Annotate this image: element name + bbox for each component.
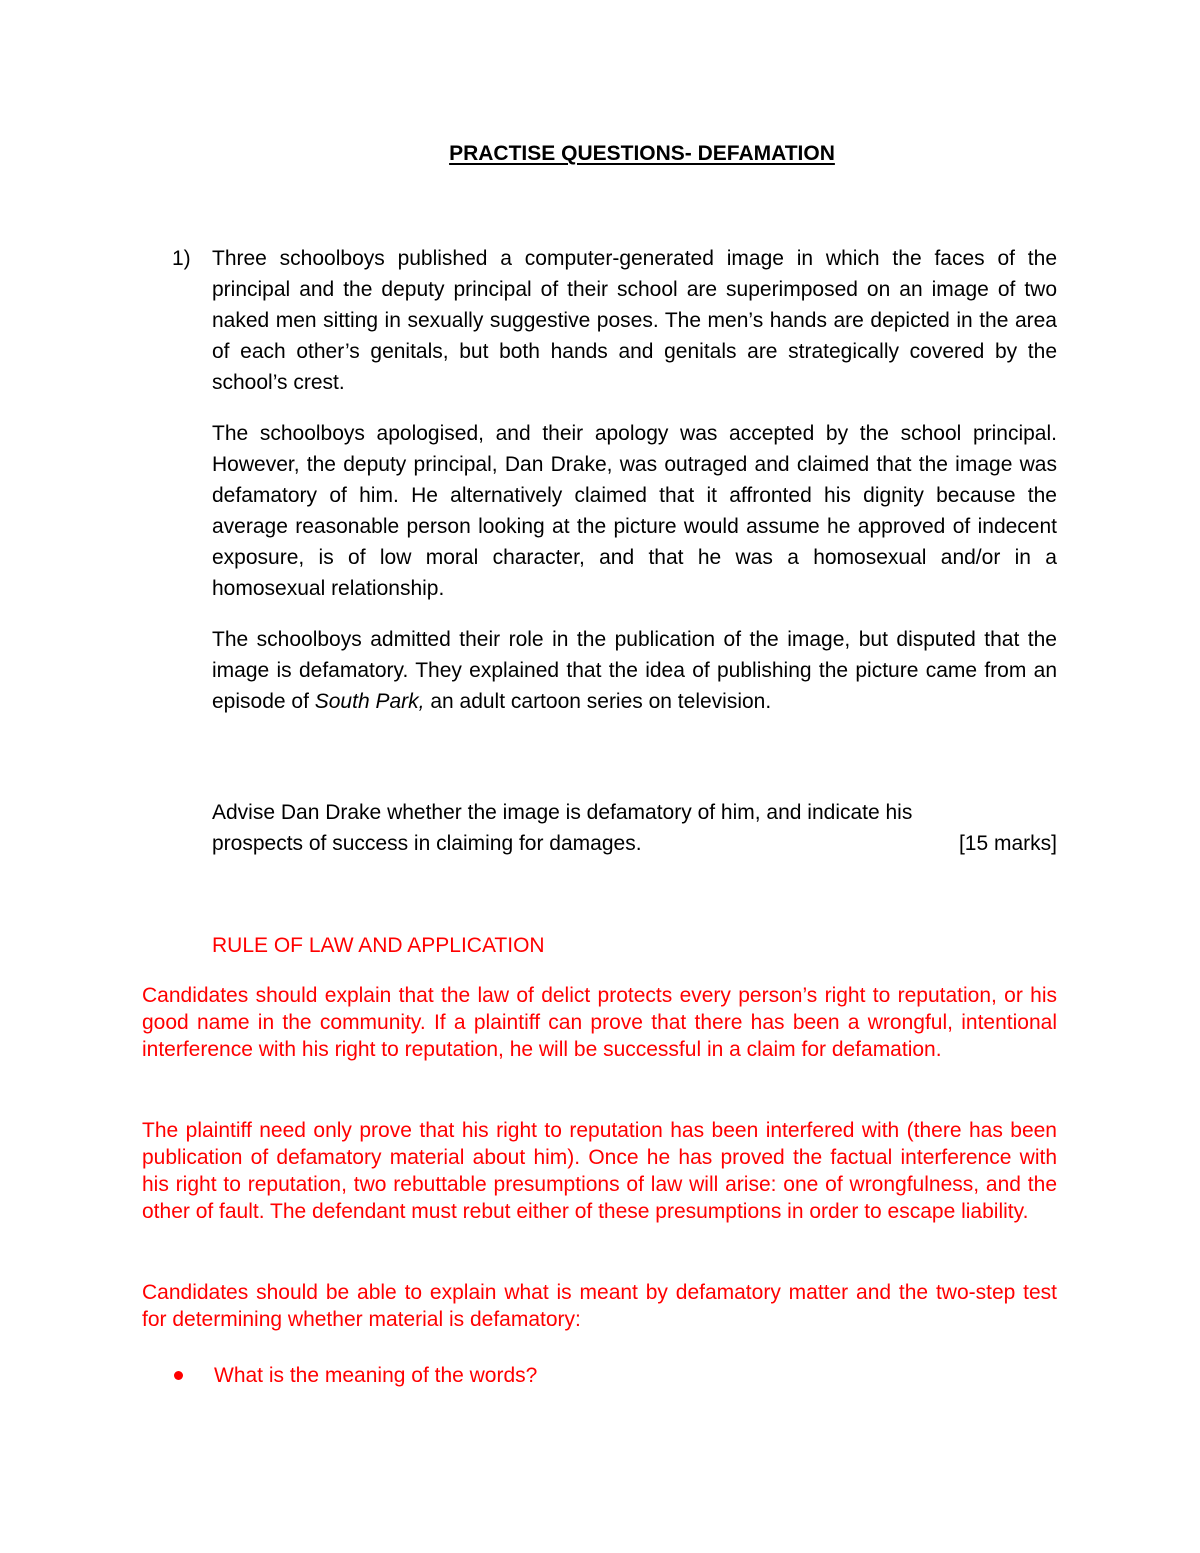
- bullet-icon: [174, 1371, 183, 1380]
- question-paragraph-1-text: Three schoolboys published a computer-generated image in which the faces of the principal and the deputy principal of their school are superimposed on an image of two naked men sitting in sexually suggestive poses. The men’s hands are depicted in the area of each other’s genitals, but both hands and genitals are strategically covered by the school’s crest.: [212, 247, 1057, 394]
- answer-paragraph-2: [142, 1117, 1057, 1225]
- question-paragraph-2-text: The schoolboys apologised, and their apology was accepted by the school principal. However, the deputy principal, Dan Drake, was outraged and claimed that the image was defamatory of him. He alternatively claimed that it affronted his dignity because the average reasonable person looking at the picture would assume he approved of indecent exposure, is of low moral character, and that he was a homosexual and/or in a homosexual relationship.: [212, 422, 1057, 600]
- list-item: [172, 1360, 537, 1391]
- question-paragraph-3: [212, 624, 1057, 717]
- answer-paragraph-2-text: The plaintiff need only prove that his right to reputation has been interfered with (there has been publication of defamatory material about him). Once he has proved the factual interference with his right to reputation, two rebuttable presumptions of law will arise: one of wrongfulness, and the other of fault. The defendant must rebut either of these presumptions in order to escape liability.: [142, 1119, 1057, 1223]
- answer-paragraph-1: [142, 982, 1057, 1063]
- question-paragraph-3-text: [212, 624, 1057, 717]
- page-title: PRACTISE QUESTIONS- DEFAMATION: [449, 142, 835, 165]
- question-paragraph-2: [212, 418, 1057, 604]
- question-number: 1): [172, 247, 191, 270]
- advise-line-2: prospects of success in claiming for damages.: [212, 832, 642, 855]
- answer-paragraph-3: [142, 1279, 1057, 1333]
- question-paragraph-1: [212, 243, 1057, 398]
- question-paragraph-3-after: an adult cartoon series on television.: [424, 690, 772, 713]
- answer-heading: RULE OF LAW AND APPLICATION: [212, 934, 545, 957]
- advise-instruction: [212, 797, 1057, 859]
- answer-paragraph-1-text: Candidates should explain that the law of delict protects every person’s right to reputation, or his good name in the community. If a plaintiff can prove that there has been a wrongful, intentional interference with his right to reputation, he will be successful in a claim for defamation.: [142, 984, 1057, 1061]
- advise-line-1: Advise Dan Drake whether the image is defamatory of him, and indicate his: [212, 801, 913, 824]
- question-paragraph-3-before: The schoolboys admitted their role in the publication of the image, but disputed that the image is defamatory. They explained that the idea of publishing the picture came from an episode of: [212, 628, 1057, 713]
- marks-label: [15 marks]: [958, 832, 1057, 855]
- advise-line-2-row: [212, 828, 1057, 859]
- answer-paragraph-3-text: Candidates should be able to explain what is meant by defamatory matter and the two-step test for determining whether material is defamatory:: [142, 1281, 1057, 1331]
- bullet-text: What is the meaning of the words?: [214, 1364, 538, 1387]
- show-title: South Park,: [314, 690, 425, 713]
